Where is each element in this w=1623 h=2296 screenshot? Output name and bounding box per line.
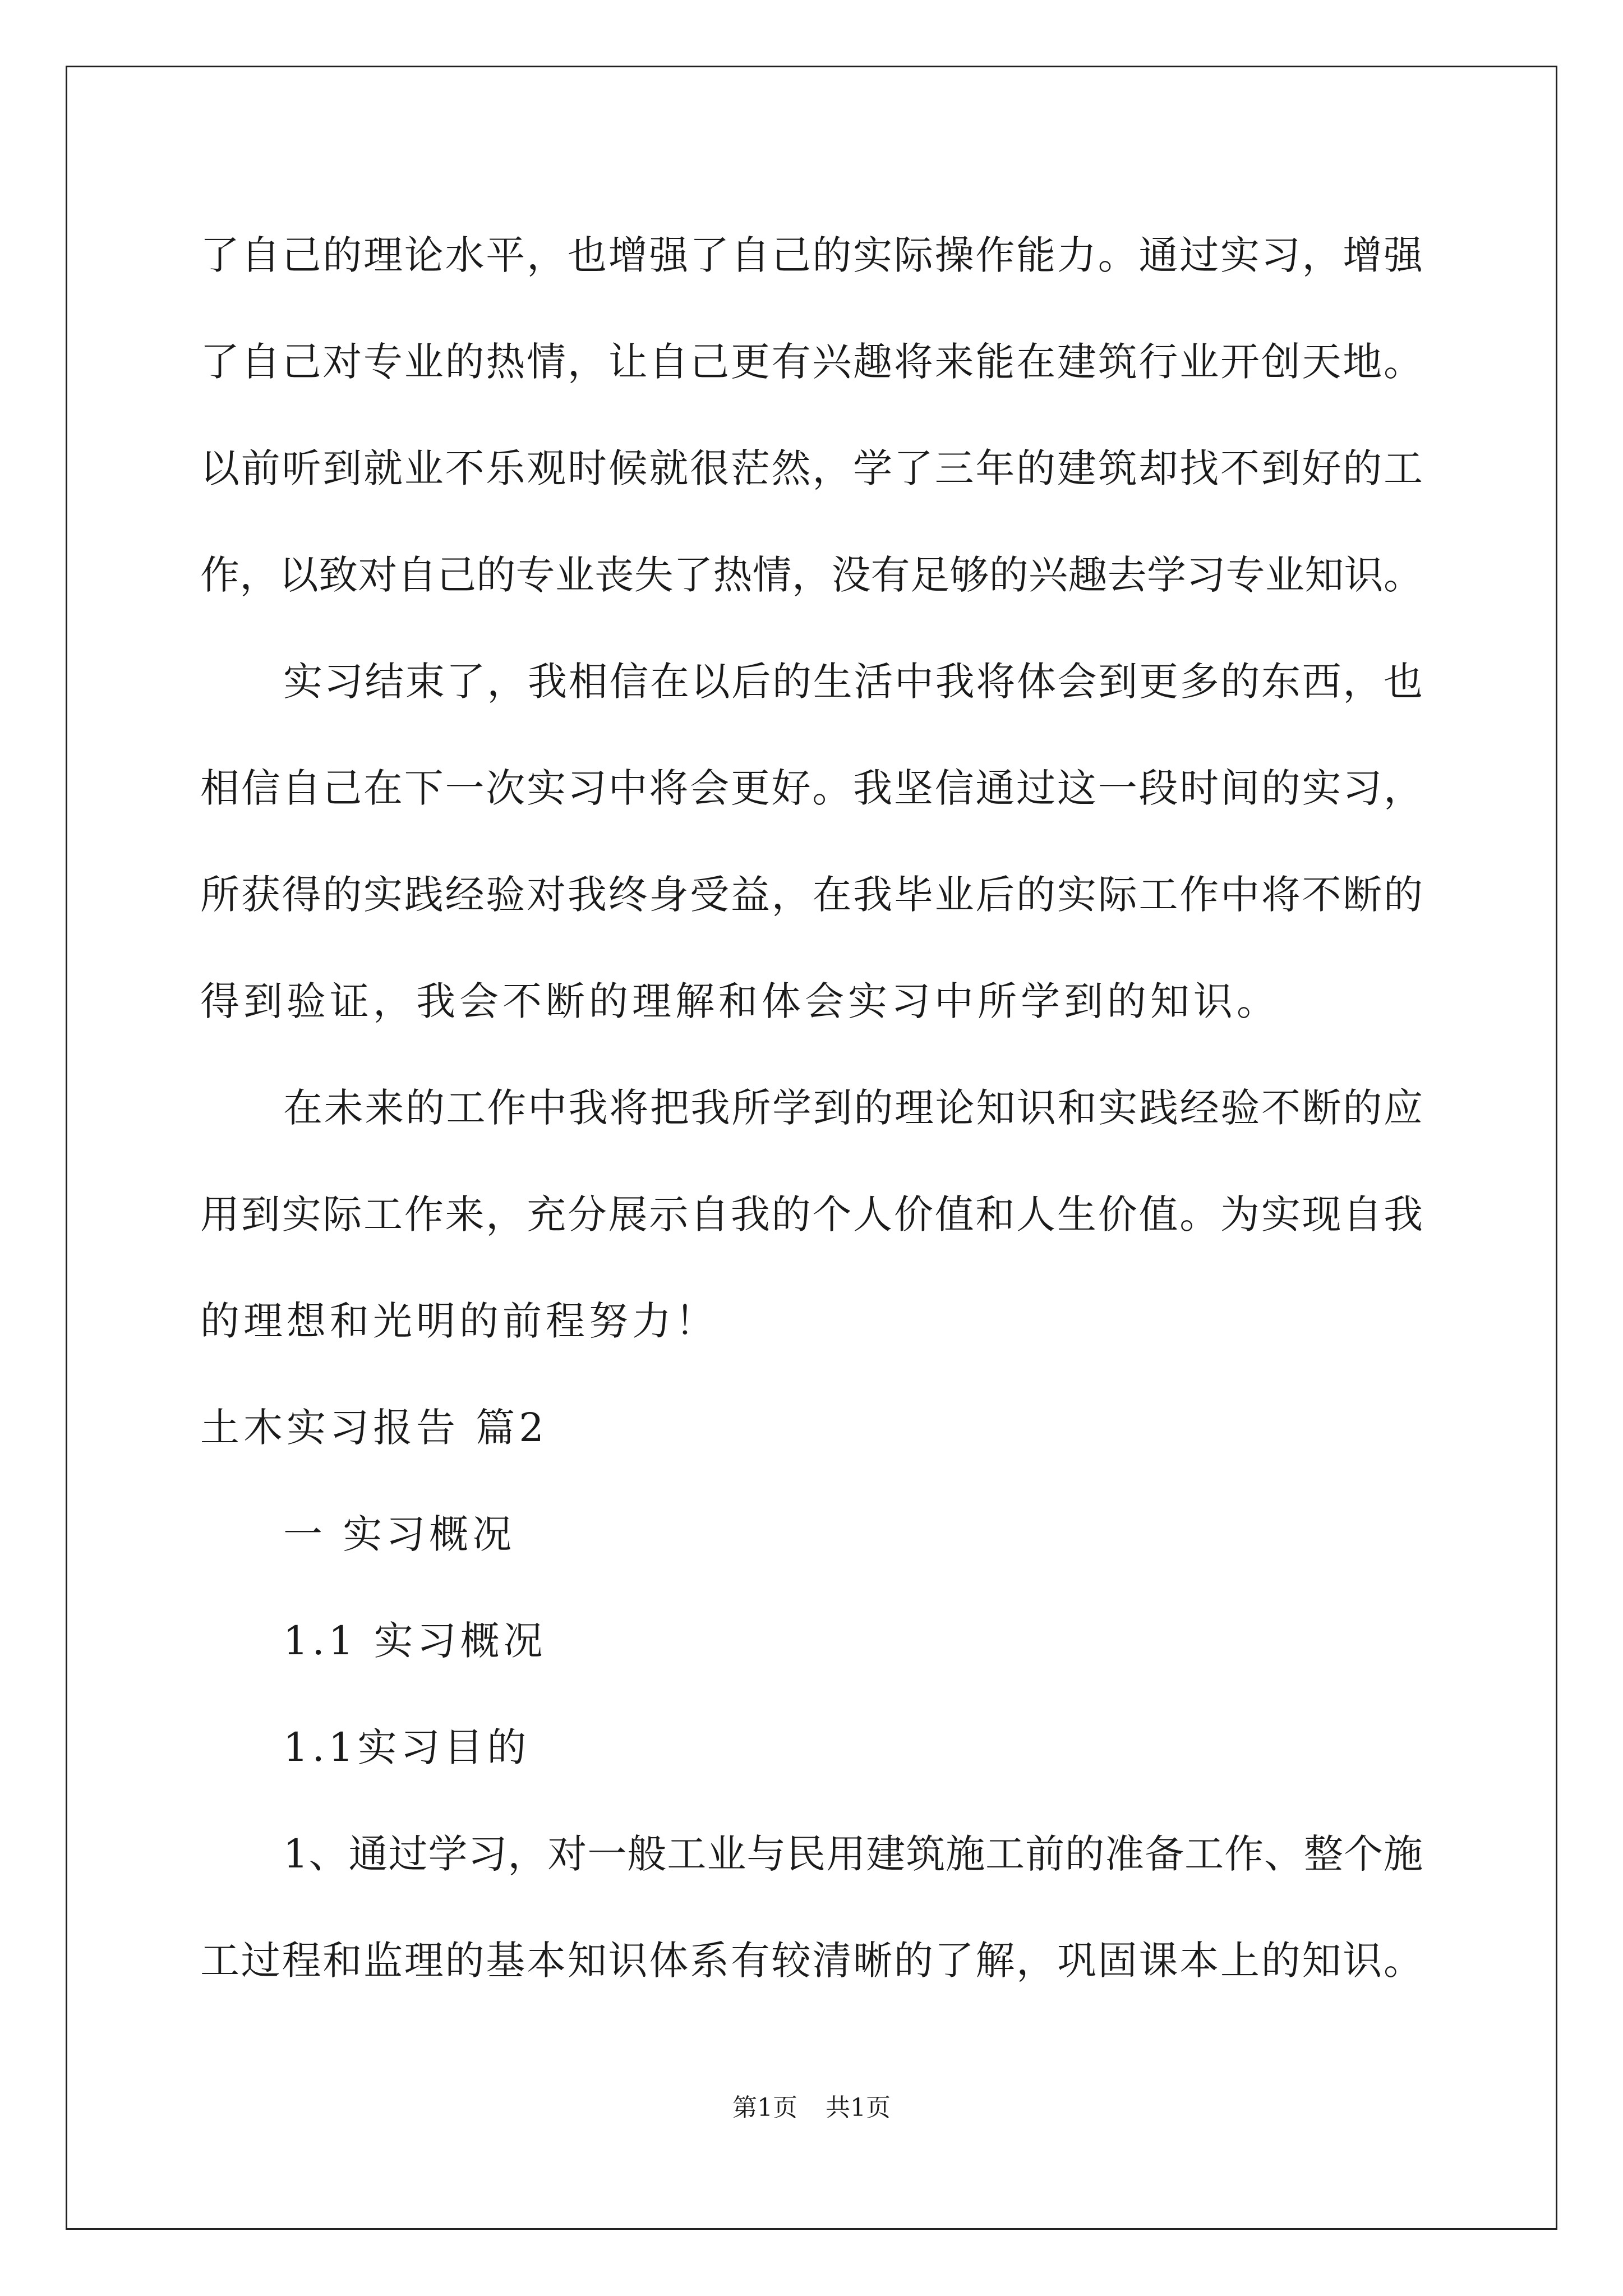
subsection-heading: 1.1实习目的 [283,1724,531,1770]
paragraph-line: 作，以致对自己的专业丧失了热情，没有足够的兴趣去学习专业知识。 [200,552,1423,598]
document-body [200,224,1423,2036]
paragraph-line: 相信自己在下一次实习中将会更好。我坚信通过这一段时间的实习， [200,765,1423,811]
subsection-heading: 1.1 实习概况 [283,1618,547,1664]
paragraph-line: 得到验证，我会不断的理解和体会实习中所学到的知识。 [200,978,1280,1024]
paragraph-line: 实习结束了，我相信在以后的生活中我将体会到更多的东西，也 [283,659,1423,705]
paragraph-line: 以前听到就业不乐观时候就很茫然，学了三年的建筑却找不到好的工 [200,445,1423,491]
paragraph-line: 了自己对专业的热情，让自己更有兴趣将来能在建筑行业开创天地。 [200,339,1423,385]
paragraph-line: 1、通过学习，对一般工业与民用建筑施工前的准备工作、整个施 [283,1831,1423,1877]
page-number: 第1页 [732,2093,797,2122]
paragraph-line: 了自己的理论水平，也增强了自己的实际操作能力。通过实习，增强 [200,232,1423,278]
page-footer [0,2091,1623,2125]
paragraph-line: 在未来的工作中我将把我所学到的理论知识和实践经验不断的应 [283,1085,1423,1131]
section-heading: 土木实习报告 篇2 [200,1405,548,1451]
page-total: 共1页 [826,2093,891,2122]
paragraph-line: 所获得的实践经验对我终身受益，在我毕业后的实际工作中将不断的 [200,872,1423,918]
subsection-heading: 一 实习概况 [283,1511,516,1557]
paragraph-line: 工过程和监理的基本知识体系有较清晰的了解，巩固课本上的知识。 [200,1938,1423,1984]
paragraph-line: 的理想和光明的前程努力！ [200,1298,718,1344]
paragraph-line: 用到实际工作来，充分展示自我的个人价值和人生价值。为实现自我 [200,1191,1423,1237]
